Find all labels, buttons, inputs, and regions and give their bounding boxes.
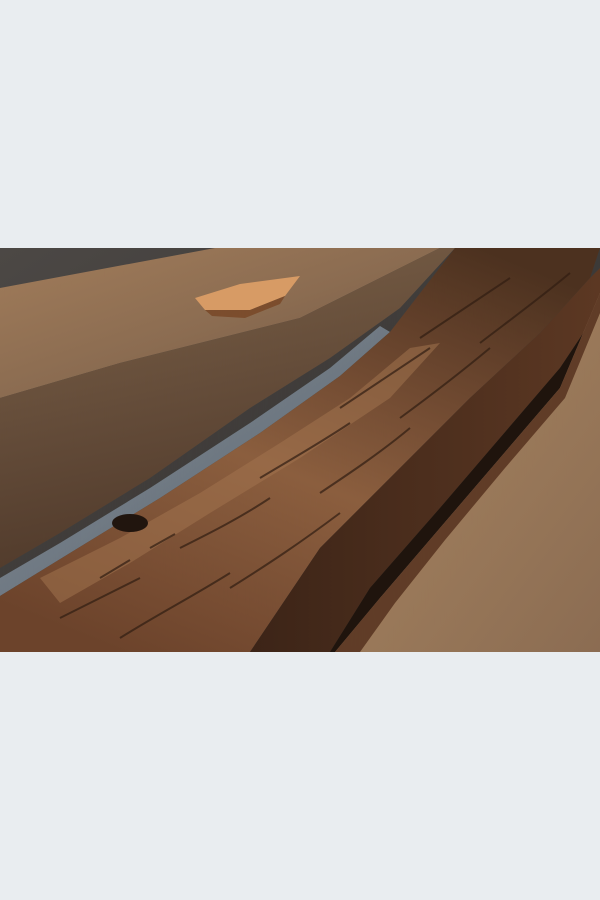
wood-beams-illustration xyxy=(0,248,600,652)
wood-beams-photo xyxy=(0,248,600,652)
wood-grain-overlay xyxy=(0,248,600,652)
